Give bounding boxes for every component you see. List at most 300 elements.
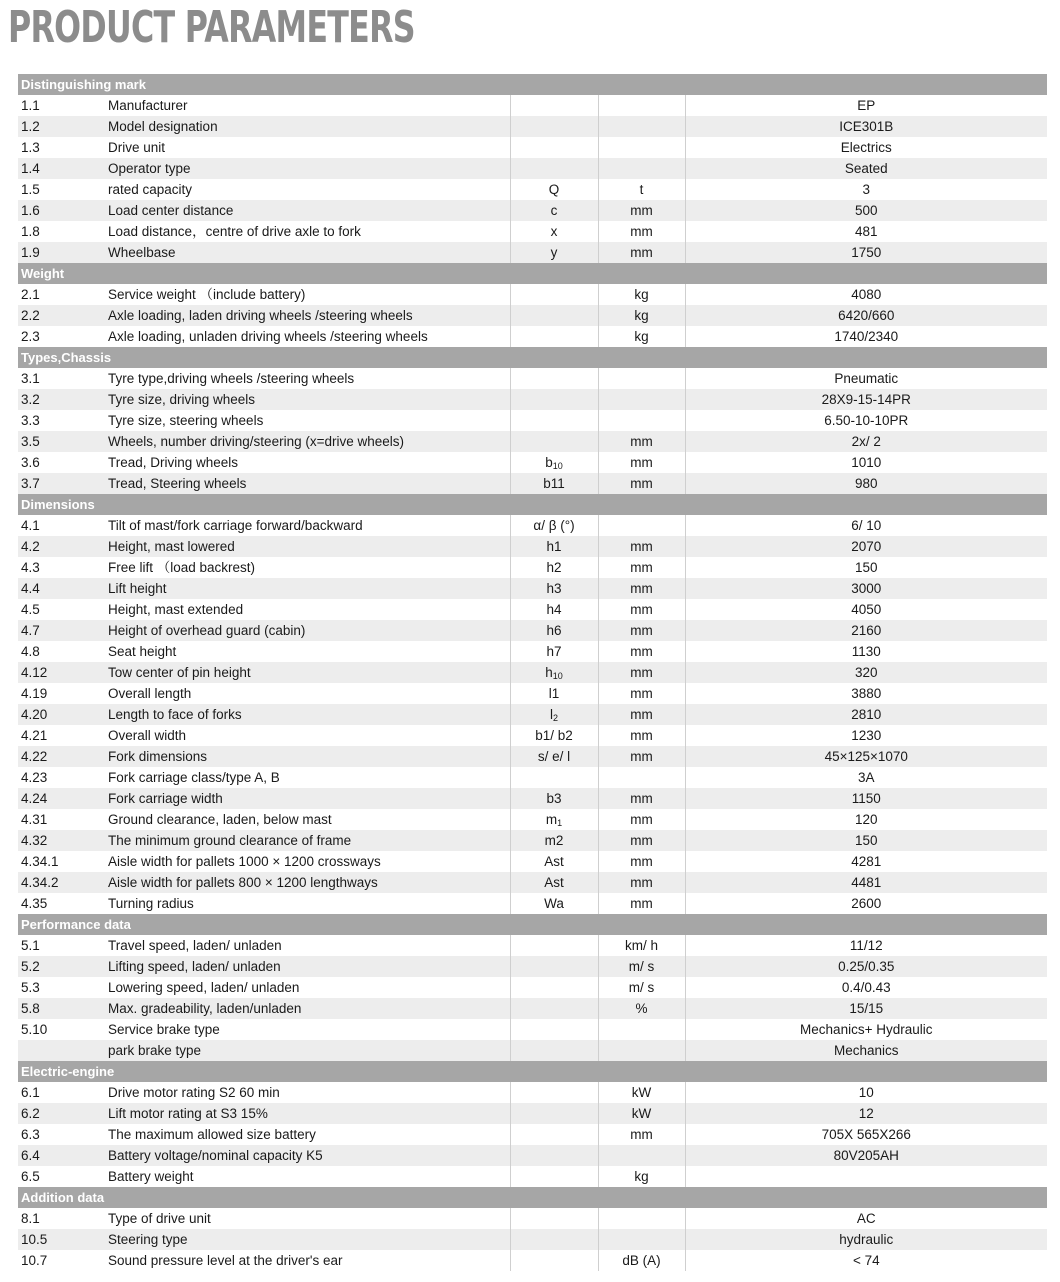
- value: 4080: [685, 284, 1047, 305]
- parameter-name: Lift height: [105, 578, 510, 599]
- unit: [598, 389, 685, 410]
- table-row: [18, 620, 1047, 641]
- row-number: 4.23: [18, 767, 105, 788]
- table-row: [18, 1019, 1047, 1040]
- table-row: [18, 1166, 1047, 1187]
- value: EP: [685, 95, 1047, 116]
- parameter-name: Manufacturer: [105, 95, 510, 116]
- symbol: [510, 431, 598, 452]
- value: 980: [685, 473, 1047, 494]
- parameter-name: Tyre size, steering wheels: [105, 410, 510, 431]
- section-header: [18, 263, 1047, 284]
- row-number: 5.8: [18, 998, 105, 1019]
- row-number: 6.4: [18, 1145, 105, 1166]
- row-number: 4.3: [18, 557, 105, 578]
- symbol: [510, 809, 598, 830]
- row-number: 2.3: [18, 326, 105, 347]
- table-row: [18, 1040, 1047, 1061]
- parameter-name: Wheelbase: [105, 242, 510, 263]
- parameter-name: Fork carriage width: [105, 788, 510, 809]
- row-number: 1.8: [18, 221, 105, 242]
- table-row: [18, 410, 1047, 431]
- value: 3000: [685, 578, 1047, 599]
- unit: mm: [598, 536, 685, 557]
- value: 705X 565X266: [685, 1124, 1047, 1145]
- parameter-name: Drive unit: [105, 137, 510, 158]
- table-row: [18, 935, 1047, 956]
- table-row: [18, 1124, 1047, 1145]
- value: 2x/ 2: [685, 431, 1047, 452]
- unit: mm: [598, 683, 685, 704]
- section-title: Types,Chassis: [18, 347, 1047, 368]
- parameter-name: Max. gradeability, laden/unladen: [105, 998, 510, 1019]
- parameter-name: Service weight （include battery): [105, 284, 510, 305]
- parameter-name: rated capacity: [105, 179, 510, 200]
- value: 6.50-10-10PR: [685, 410, 1047, 431]
- unit: [598, 410, 685, 431]
- symbol: [510, 1040, 598, 1061]
- table-row: [18, 1103, 1047, 1124]
- table-row: [18, 368, 1047, 389]
- symbol: α/ β (°): [510, 515, 598, 536]
- value: 80V205AH: [685, 1145, 1047, 1166]
- parameter-name: Seat height: [105, 641, 510, 662]
- symbol: [510, 935, 598, 956]
- unit: mm: [598, 746, 685, 767]
- parameter-name: Lifting speed, laden/ unladen: [105, 956, 510, 977]
- value: 4050: [685, 599, 1047, 620]
- unit: mm: [598, 1124, 685, 1145]
- table-row: [18, 326, 1047, 347]
- table-row: [18, 851, 1047, 872]
- symbol: [510, 1145, 598, 1166]
- table-row: [18, 305, 1047, 326]
- section-header: [18, 347, 1047, 368]
- parameter-name: Model designation: [105, 116, 510, 137]
- section-title: Electric-engine: [18, 1061, 1047, 1082]
- table-row: [18, 788, 1047, 809]
- unit: mm: [598, 452, 685, 473]
- table-row: [18, 515, 1047, 536]
- value: 120: [685, 809, 1047, 830]
- symbol: [510, 662, 598, 683]
- unit: t: [598, 179, 685, 200]
- value: 15/15: [685, 998, 1047, 1019]
- row-number: 8.1: [18, 1208, 105, 1229]
- row-number: 4.19: [18, 683, 105, 704]
- row-number: 4.20: [18, 704, 105, 725]
- symbol: m2: [510, 830, 598, 851]
- row-number: 4.22: [18, 746, 105, 767]
- unit: [598, 137, 685, 158]
- row-number: 6.2: [18, 1103, 105, 1124]
- row-number: 5.2: [18, 956, 105, 977]
- symbol: [510, 1250, 598, 1271]
- symbol-base: l: [549, 707, 553, 722]
- table-row: [18, 767, 1047, 788]
- unit: km/ h: [598, 935, 685, 956]
- table-row: [18, 662, 1047, 683]
- row-number: 6.5: [18, 1166, 105, 1187]
- value: Seated: [685, 158, 1047, 179]
- row-number: 3.5: [18, 431, 105, 452]
- table-row: [18, 284, 1047, 305]
- value: Electrics: [685, 137, 1047, 158]
- parameter-name: Sound pressure level at the driver's ear: [105, 1250, 510, 1271]
- table-row: [18, 830, 1047, 851]
- table-row: [18, 746, 1047, 767]
- table-row: [18, 452, 1047, 473]
- table-row: [18, 872, 1047, 893]
- value: < 74: [685, 1250, 1047, 1271]
- table-row: [18, 704, 1047, 725]
- spec-table-body: [18, 74, 1047, 1271]
- unit: m/ s: [598, 956, 685, 977]
- section-title: Weight: [18, 263, 1047, 284]
- row-number: 3.7: [18, 473, 105, 494]
- value: 0.25/0.35: [685, 956, 1047, 977]
- symbol: [510, 1103, 598, 1124]
- symbol: [510, 1166, 598, 1187]
- table-row: [18, 893, 1047, 914]
- unit: mm: [598, 809, 685, 830]
- symbol-subscript: 1: [557, 818, 563, 828]
- table-row: [18, 809, 1047, 830]
- section-title: Performance data: [18, 914, 1047, 935]
- parameter-name: Battery weight: [105, 1166, 510, 1187]
- parameter-name: Ground clearance, laden, below mast: [105, 809, 510, 830]
- parameter-name: Lowering speed, laden/ unladen: [105, 977, 510, 998]
- value: 1010: [685, 452, 1047, 473]
- symbol-subscript: 10: [552, 671, 563, 681]
- symbol: s/ e/ l: [510, 746, 598, 767]
- unit: kg: [598, 326, 685, 347]
- parameter-name: Overall width: [105, 725, 510, 746]
- value: 481: [685, 221, 1047, 242]
- value: 3: [685, 179, 1047, 200]
- row-number: 4.32: [18, 830, 105, 851]
- parameter-name: Service brake type: [105, 1019, 510, 1040]
- table-row: [18, 95, 1047, 116]
- symbol-base: h: [545, 665, 553, 680]
- symbol: [510, 326, 598, 347]
- symbol: [510, 305, 598, 326]
- value: 12: [685, 1103, 1047, 1124]
- symbol-subscript: 10: [552, 461, 563, 471]
- table-row: [18, 578, 1047, 599]
- parameter-name: Overall length: [105, 683, 510, 704]
- table-row: [18, 1229, 1047, 1250]
- row-number: 1.4: [18, 158, 105, 179]
- table-row: [18, 431, 1047, 452]
- value: 3A: [685, 767, 1047, 788]
- symbol: [510, 389, 598, 410]
- value: 1750: [685, 242, 1047, 263]
- row-number: 2.1: [18, 284, 105, 305]
- section-header: [18, 1061, 1047, 1082]
- section-header: [18, 74, 1047, 95]
- table-row: [18, 536, 1047, 557]
- parameter-name: The maximum allowed size battery: [105, 1124, 510, 1145]
- symbol: b3: [510, 788, 598, 809]
- unit: mm: [598, 221, 685, 242]
- row-number: 1.5: [18, 179, 105, 200]
- row-number: 1.6: [18, 200, 105, 221]
- unit: mm: [598, 851, 685, 872]
- symbol: b11: [510, 473, 598, 494]
- symbol: h7: [510, 641, 598, 662]
- table-row: [18, 998, 1047, 1019]
- table-row: [18, 683, 1047, 704]
- table-row: [18, 1208, 1047, 1229]
- unit: mm: [598, 641, 685, 662]
- unit: mm: [598, 578, 685, 599]
- parameter-name: Length to face of forks: [105, 704, 510, 725]
- unit: mm: [598, 599, 685, 620]
- value: 2070: [685, 536, 1047, 557]
- symbol-subscript: 2: [552, 713, 558, 723]
- parameter-name: Axle loading, unladen driving wheels /steering wheels: [105, 326, 510, 347]
- value: Mechanics: [685, 1040, 1047, 1061]
- table-row: [18, 1145, 1047, 1166]
- value: 45×125×1070: [685, 746, 1047, 767]
- table-row: [18, 557, 1047, 578]
- unit: mm: [598, 200, 685, 221]
- unit: mm: [598, 788, 685, 809]
- value: 2810: [685, 704, 1047, 725]
- table-row: [18, 956, 1047, 977]
- symbol: Wa: [510, 893, 598, 914]
- value: Pneumatic: [685, 368, 1047, 389]
- unit: [598, 767, 685, 788]
- row-number: [18, 1040, 105, 1061]
- parameter-name: Operator type: [105, 158, 510, 179]
- table-row: [18, 221, 1047, 242]
- section-header: [18, 1187, 1047, 1208]
- value: [685, 1166, 1047, 1187]
- row-number: 4.4: [18, 578, 105, 599]
- unit: mm: [598, 431, 685, 452]
- table-row: [18, 1082, 1047, 1103]
- parameter-name: Tilt of mast/fork carriage forward/backward: [105, 515, 510, 536]
- parameter-name: Load distance，centre of drive axle to fork: [105, 221, 510, 242]
- symbol: [510, 767, 598, 788]
- row-number: 4.31: [18, 809, 105, 830]
- row-number: 3.2: [18, 389, 105, 410]
- row-number: 10.7: [18, 1250, 105, 1271]
- parameter-name: Tyre type,driving wheels /steering wheels: [105, 368, 510, 389]
- symbol: [510, 998, 598, 1019]
- parameter-name: Steering type: [105, 1229, 510, 1250]
- section-header: [18, 494, 1047, 515]
- value: 10: [685, 1082, 1047, 1103]
- symbol: [510, 1082, 598, 1103]
- unit: [598, 1229, 685, 1250]
- unit: mm: [598, 620, 685, 641]
- unit: kg: [598, 305, 685, 326]
- table-row: [18, 977, 1047, 998]
- symbol-base: b: [545, 455, 553, 470]
- value: 1130: [685, 641, 1047, 662]
- parameter-name: The minimum ground clearance of frame: [105, 830, 510, 851]
- row-number: 6.3: [18, 1124, 105, 1145]
- symbol: [510, 368, 598, 389]
- unit: [598, 515, 685, 536]
- parameter-name: Battery voltage/nominal capacity K5: [105, 1145, 510, 1166]
- row-number: 2.2: [18, 305, 105, 326]
- symbol: h3: [510, 578, 598, 599]
- unit: kW: [598, 1082, 685, 1103]
- row-number: 5.1: [18, 935, 105, 956]
- row-number: 1.9: [18, 242, 105, 263]
- symbol: [510, 1208, 598, 1229]
- value: 150: [685, 557, 1047, 578]
- value: 150: [685, 830, 1047, 851]
- parameter-name: Travel speed, laden/ unladen: [105, 935, 510, 956]
- symbol: h2: [510, 557, 598, 578]
- page-title: PRODUCT PARAMETERS: [8, 2, 415, 53]
- value: 6/ 10: [685, 515, 1047, 536]
- value: 1230: [685, 725, 1047, 746]
- unit: %: [598, 998, 685, 1019]
- row-number: 4.1: [18, 515, 105, 536]
- section-title: Dimensions: [18, 494, 1047, 515]
- symbol: [510, 284, 598, 305]
- symbol: [510, 116, 598, 137]
- unit: mm: [598, 704, 685, 725]
- row-number: 5.3: [18, 977, 105, 998]
- unit: mm: [598, 872, 685, 893]
- row-number: 3.1: [18, 368, 105, 389]
- unit: m/ s: [598, 977, 685, 998]
- row-number: 4.35: [18, 893, 105, 914]
- row-number: 1.2: [18, 116, 105, 137]
- value: AC: [685, 1208, 1047, 1229]
- symbol: [510, 452, 598, 473]
- row-number: 4.2: [18, 536, 105, 557]
- unit: [598, 95, 685, 116]
- section-title: Addition data: [18, 1187, 1047, 1208]
- value: 2160: [685, 620, 1047, 641]
- parameter-name: Tyre size, driving wheels: [105, 389, 510, 410]
- row-number: 1.3: [18, 137, 105, 158]
- table-row: [18, 242, 1047, 263]
- unit: dB (A): [598, 1250, 685, 1271]
- unit: [598, 1145, 685, 1166]
- value: 2600: [685, 893, 1047, 914]
- unit: [598, 1040, 685, 1061]
- table-row: [18, 158, 1047, 179]
- table-row: [18, 179, 1047, 200]
- parameter-name: Wheels, number driving/steering (x=drive wheels): [105, 431, 510, 452]
- row-number: 4.7: [18, 620, 105, 641]
- symbol: [510, 956, 598, 977]
- table-row: [18, 116, 1047, 137]
- unit: mm: [598, 662, 685, 683]
- unit: [598, 1019, 685, 1040]
- symbol: [510, 1229, 598, 1250]
- parameter-name: Axle loading, laden driving wheels /steering wheels: [105, 305, 510, 326]
- parameter-name: Fork carriage class/type A, B: [105, 767, 510, 788]
- unit: mm: [598, 473, 685, 494]
- value: Mechanics+ Hydraulic: [685, 1019, 1047, 1040]
- unit: mm: [598, 725, 685, 746]
- symbol-base: m: [545, 812, 558, 827]
- parameter-name: Height, mast extended: [105, 599, 510, 620]
- value: 320: [685, 662, 1047, 683]
- table-row: [18, 599, 1047, 620]
- symbol: h4: [510, 599, 598, 620]
- parameter-name: Load center distance: [105, 200, 510, 221]
- value: hydraulic: [685, 1229, 1047, 1250]
- value: 1150: [685, 788, 1047, 809]
- parameter-name: Aisle width for pallets 800 × 1200 lengthways: [105, 872, 510, 893]
- table-row: [18, 137, 1047, 158]
- unit: [598, 1208, 685, 1229]
- symbol: Ast: [510, 851, 598, 872]
- value: 4481: [685, 872, 1047, 893]
- section-header: [18, 914, 1047, 935]
- unit: mm: [598, 557, 685, 578]
- value: 6420/660: [685, 305, 1047, 326]
- row-number: 3.6: [18, 452, 105, 473]
- symbol: h1: [510, 536, 598, 557]
- value: 11/12: [685, 935, 1047, 956]
- table-row: [18, 725, 1047, 746]
- unit: [598, 158, 685, 179]
- value: 0.4/0.43: [685, 977, 1047, 998]
- row-number: 10.5: [18, 1229, 105, 1250]
- symbol: l1: [510, 683, 598, 704]
- symbol: [510, 137, 598, 158]
- parameter-name: Free lift （load backrest): [105, 557, 510, 578]
- table-row: [18, 473, 1047, 494]
- symbol: x: [510, 221, 598, 242]
- value: 28X9-15-14PR: [685, 389, 1047, 410]
- parameter-name: Height of overhead guard (cabin): [105, 620, 510, 641]
- parameter-name: Tow center of pin height: [105, 662, 510, 683]
- row-number: 3.3: [18, 410, 105, 431]
- unit: mm: [598, 893, 685, 914]
- table-row: [18, 1250, 1047, 1271]
- row-number: 4.12: [18, 662, 105, 683]
- table-row: [18, 641, 1047, 662]
- symbol: y: [510, 242, 598, 263]
- row-number: 1.1: [18, 95, 105, 116]
- parameter-name: Type of drive unit: [105, 1208, 510, 1229]
- table-row: [18, 200, 1047, 221]
- symbol: [510, 704, 598, 725]
- value: 500: [685, 200, 1047, 221]
- value: ICE301B: [685, 116, 1047, 137]
- parameter-name: Fork dimensions: [105, 746, 510, 767]
- parameter-name: park brake type: [105, 1040, 510, 1061]
- row-number: 4.8: [18, 641, 105, 662]
- symbol: b1/ b2: [510, 725, 598, 746]
- symbol: Ast: [510, 872, 598, 893]
- symbol: c: [510, 200, 598, 221]
- parameter-name: Height, mast lowered: [105, 536, 510, 557]
- unit: [598, 116, 685, 137]
- unit: mm: [598, 830, 685, 851]
- unit: mm: [598, 242, 685, 263]
- symbol: Q: [510, 179, 598, 200]
- symbol: [510, 1124, 598, 1145]
- row-number: 4.21: [18, 725, 105, 746]
- parameter-name: Tread, Steering wheels: [105, 473, 510, 494]
- value: 3880: [685, 683, 1047, 704]
- symbol: [510, 1019, 598, 1040]
